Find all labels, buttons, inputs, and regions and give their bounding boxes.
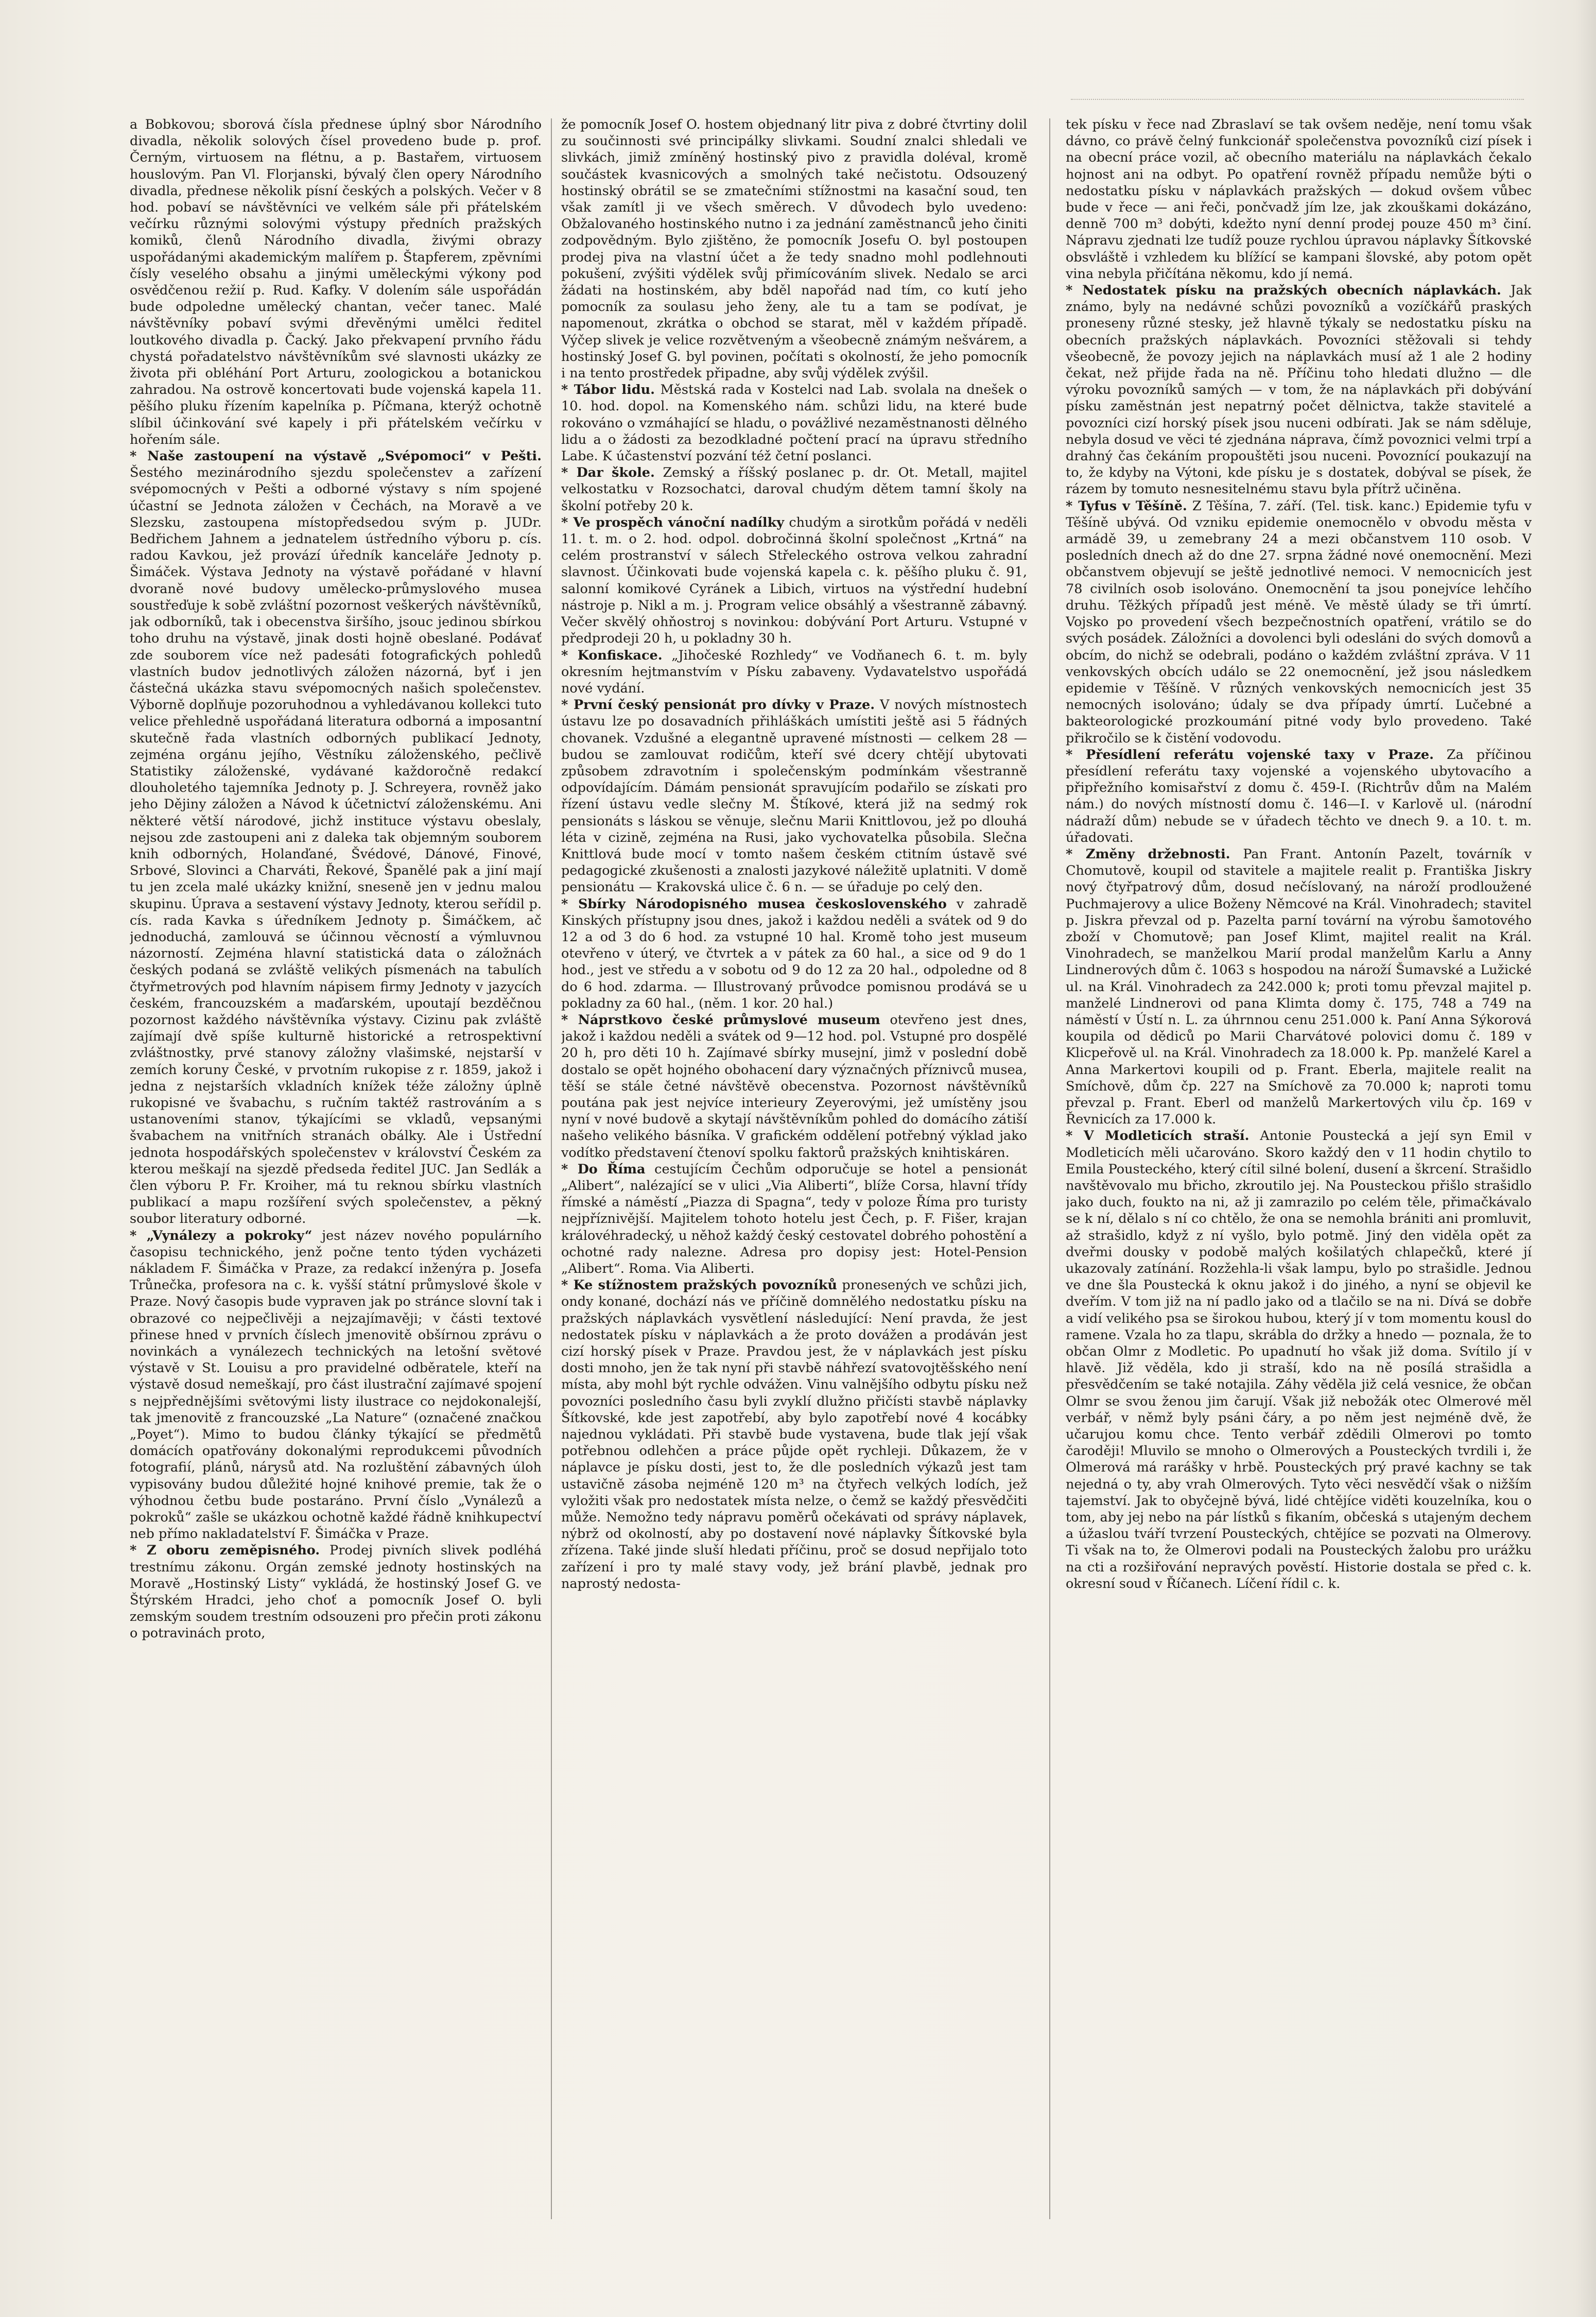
article-text: otevřeno jest dnes, jakož i každou neděli a svátek od 9—12 hod. pol. Vstupné pro dospělé 20 h, pro děti 10 h. Zajímavé sbírky musejní, jimž v poslední době dostalo se opět hojného obohacení dary význačných příznivců musea, těší se stále četné návštěvě obecenstva. Pozornost návštěvníků poutána pak jest nejvíce interieury Zeyerovými, jež umístěny jsou nyní v nové budově a skytají návštěvníkům pohled do domácího zátiší našeho velikého básníka. V grafickém oddělení potřebný výklad jako vodítko představení čtenoví spolku faktorů pražských knihtiskáren. <box>561 1012 1027 1161</box>
article-text: jest název nového populárního časopisu technického, jenž počne tento týden vycházeti nákladem F. Šimáčka v Praze, za redakcí inženýra p. Josefa Trůnečka, profesora na c. k. vyšší státní průmyslové škole v Praze. Nový časopis bude vypraven jak po stránce slovní tak i obrazové co nejpečlivěji a nejzajímavěji; v části textové přinese hned v prvních číslech jmenovitě obšírnou zprávu o novinkách a vynálezech technických na letošní světové výstavě v St. Louisu a pro pravidelné odběratele, kteří na výstavě dosud nemeškají, pro část ilustrační zajímavé spojení s nejpřednějšími světovými listy ilustrace co nejdokonalejší, tak jmenovitě z francouzské „La Nature“ (označené značkou „Poyet“). Mimo to budou články týkající se předmětů domácích opatřovány dokonalými reprodukcemi původních fotografií, plánů, nárysů atd. Na rozluštění zábavných úloh vypisovány budou důležité hojné knihové premie, tak že o výhodnou četbu bude postaráno. První číslo „Vynálezů a pokroků“ zašle se ukázkou ochotně každé řádně knihkupectví neb přímo nakladatelství F. Šimáčka v Praze. <box>130 1227 542 1542</box>
article-text: V nových místnostech ústavu lze po dosavadních přihláškách umístiti ještě asi 5 řádných chovanek. Vzdušné a elegantně upravené místnosti — celkem 28 — budou se zamlouvat rodičům, kteří své dcery chtějí ubytovati způsobem zdravotním i společenským podmínkám všestranně odpovídajícím. Dámám pensionát spravujícím podařilo se získati pro řízení ústavu vedle slečny M. Štíkové, která již na sedmý rok pensionáts s láskou se věnuje, slečnu Marii Knittlovou, jež po dlouhá léta v cizině, zejména na Rusi, jako vychovatelka působila. Slečna Knittlová bude mocí v tomto našem českém ctitním ústavě své pedagogické zkušenosti a znalosti jazykové náležitě uplatniti. V domě pensionátu — Krakovská ulice č. 6 n. — se úřaduje po celý den. <box>561 697 1027 895</box>
page-edge-shadow <box>1575 0 1596 2317</box>
article-text: v zahradě Kinských přístupny jsou dnes, jakož i každou neděli a svátek od 9 do 12 a od 3 do 6 hod. za vstupné 10 hal. Kromě toho jest museum otevřeno v úterý, ve čtvrtek a v pátek za 60 hal., a sice od 9 do 1 hod., jest ve středu a v sobotu od 9 do 12 za 20 hal., odpoledne od 8 do 6 hod. zdarma. — Illustrovaný průvodce pomisnou prodává se u pokladny za 60 hal., (něm. 1 kor. 20 hal.) <box>561 896 1027 1011</box>
article-text: Za příčinou přesídlení referátu taxy vojenské a vojenského ubytovacího a připřežního komisařství z domu č. 459-I. (Richtrův dům na Malém nám.) do nových místností domu č. 146—I. v Karlově ul. (národní nádraží dům) nebude se v úřadech těchto ve dnech 9. a 10. t. m. úřadovati. <box>1066 747 1532 845</box>
article-paragraph <box>561 896 1027 1012</box>
article-headline: * Přesídlení referátu vojenské taxy v Praze. <box>1066 747 1434 763</box>
article-text: Z Těšína, 7. září. (Tel. tisk. kanc.) Epidemie tyfu v Těšíně ubývá. Od vzniku epidemie onemocnělo v obvodu města v armádě 39, u zemebrany 24 a mezi občanstvem 110 osob. V posledních dnech až do dne 27. srpna žádné nové onemocnění. Mezi občanstvem objevují se ještě jednotlivé nemoci. V nemocnicích jest 78 civilních osob isolováno. Onemocnění ta jsou ponejvíce lehčího druhu. Těžkých případů jest méně. Ve městě úlady se tři úmrtí. Vojsko po provedení všech bezpečnostních opatření, vrátilo se do svých posádek. Záložníci a dovolenci byli odesláni do svých domovů a obcím, do nichž se odebrali, podáno o každém zvláštní zpráva. V 11 venkovských obcích událo se 22 onemocnění, jež jsou následkem epidemie v Těšíně. V různých venkovských nemocnicích jest 35 nemocných isolováno; údaly se dva případy úmrtí. Lučebné a bakteorologické prozkoumání pitné vody bylo provedeno. Také přikročilo se k čistění vodovodu. <box>1066 498 1532 746</box>
article-headline: * Ke stížnostem pražských povozníků <box>561 1277 837 1293</box>
article-paragraph <box>561 697 1027 895</box>
article-headline: * Změny držebnosti. <box>1066 846 1230 862</box>
article-paragraph <box>561 1012 1027 1161</box>
article-text: „Jihočeské Rozhledy“ ve Vodňanech 6. t. m. byly okresním hejtmanstvím v Písku zabaveny. Vydavatelstvo uspořádá nové vydání. <box>561 647 1027 696</box>
article-headline: * „Vynálezy a pokroky“ <box>130 1227 313 1243</box>
column-divider <box>1049 118 1050 2219</box>
article-text: Antonie Poustecká a její syn Emil v Modleticích měli učarováno. Skoro každý den v 11 hodin chytilo to Emila Pousteckého, který cítil silné bolení, dusení a škrcení. Strašidlo navštěvovalo mu břicho, zkroutilo jej. Na Pousteckou přišlo strašidlo jako duch, foukto na ni, až ji zamrazilo po celém těle, přimačkávalo se k ní, dělalo s ní co chtělo, že ona se nemohla brániti ani promluvit, až strašidlo, když z ní vyšlo, bylo potmě. Jiný den viděla opět za dveřmi dousky v podobě malých košilatých chlapečků, které jí ukazovaly zatínání. Rozžehla-li však lampu, bylo po strašidle. Jednou ve dne šla Poustecká k oknu jakož i do jiného, a nyní se objevil ke dveřím. V tom již na ní padlo jako od a tlačilo se na ni. Dívá se dobře a vidí velikého psa se širokou hubou, který jí v tom momentu kousl do ramene. Vzala ho za tlapu, skrábla do držky a hnedo — poznala, že to občan Olmr z Modletic. Po upadnutí ho však již doma. Svítilo jí v hlavě. Již věděla, kdo ji straší, kdo na ně posílá strašidla a přesvědčením se také notajila. Záhy věděla již celá vesnice, že občan Olmr se svou ženou jim čarují. Však již nebožák otec Olmerové měl verbář, v němž byly psáni čáry, a po něm jest nejméně dvě, že učarujou komu chce. Tento verbář zdědili Olmerovi po tomto čaroději! Mluvilo se mnoho o Olmerových a Pousteckých tvrdili i, že Olmerová má rarášky v hrbě. Pousteckých prý pravé kachny se tak nejedná o ty, aby vrah Olmerových. Tyto věci nesvědčí však o nižším tajemství. Jak to obyčejně bývá, lidé chtějíce viděti kouzelníka, kou o tom, aby jej nebo na pár lístků s fikaním, občeská s utajeným dechem a úžaslou tváří tvrzení Pousteckých, chtějíce se pozvati na Olmerovy. Ti však na to, že Olmerovi podali na Pousteckých žalobu pro urážku na cti a rozšiřování nepravých pověstí. Historie dostala se před c. k. okresní soud v Říčanech. Líčení řídil c. k. <box>1066 1128 1532 1592</box>
article-headline: * Ve prospěch vánoční nadílky <box>561 514 785 530</box>
article-paragraph <box>1066 498 1532 747</box>
article-paragraph <box>561 647 1027 697</box>
article-text: Šestého mezinárodního sjezdu společenstev a zařízení svépomocných v Pešti a odborné výstavy s ním spojené účastní se Jednota záložen v Čechách, na Moravě a ve Slezsku, zastoupena místopředsedou svým p. JUDr. Bedřichem Jahnem a jednatelem ústředního výboru p. cís. radou Kavkou, jež provází úředník kanceláře Jednoty p. Šimáček. Výstava Jednoty na výstavě pořádané v hlavní dvoraně nové budovy umělecko-průmyslového musea soustřeďuje k sobě zvláštní pozornost veškerých návštěvníků, jak odborníků, tak i obecenstva širšího, jsouc jedinou sbírkou toho druhu na výstavě, jinak dosti hojně obeslané. Podávať zde souborem více než padesáti fotografických pohledů vlastních budov jednotlivých záložen názorná, byť i jen částečná ukázka stavu svépomocných našich společenstev. Výborně doplňuje pozoruhodnou a vyhledávanou kollekci tuto velice přehledně uspořádaná literatura odborná a imposantní skutečně řada vlastních odborných publikací Jednoty, zejména orgánu jejího, Věstníku záloženského, pečlivě Statistiky záloženské, vydávané každoročně redakcí dlouholetého tajemníka Jednoty p. J. Schreyera, rovněž jako jeho Dějiny záložen a Návod k účetnictví záloženskému. Ani některé větší národové, jichž instituce výstavu obeslaly, nejsou zde zastoupeni ani z daleka tak objemným souborem knih odborných, Holanďané, Švédové, Dánové, Finové, Srbové, Slovinci a Charváti, Řekové, Španělé pak a jiní mají tu jen zcela malé ukázky knižní, sneseně jen v jednu malou skupinu. Úprava a sestavení výstavy Jednoty, kterou seřídil p. cís. rada Kavka s úředníkem Jednoty p. Šimáčkem, ač jednoduchá, zamlouvá se účinnou věcností a výmluvnou názorností. Zejména hlavní statistická data o záložnách českých podaná se zvláště velikých písmenách na tabulích čtyřmetrových pod hlavním nápisem firmy Jednoty v jazycích českém, francouzském a maďarském, upoutají bezděčnou pozornost každého návštěvníka výstavy. Cizinu pak zvláště zajímají dvě spíše kulturně historické a retrospektivní zvláštnostky, prvé stanovy záložny vlašimské, nejstarší v zemích koruny České, v prvotním rukopise z r. 1859, jakož i jedna z nejstarších vkladních knížek téže záložny úplně rukopisné ve švabachu, s ručním taktéž rastrováním a s ustanoveními stanov, týkajícími se vkladů, vepsanými švabachem na vnitřních stranách obálky. Ale i Ústřední jednota hospodářských společenstev v království Českém za kterou meškají na sjezdě předseda ředitel JUC. Jan Sedlák a člen výboru P. Fr. Kroiher, má tu reknou sbírku vlastních publikací a mapu rozšíření svých společenstev, a pěkný soubor literatury odborné. <box>130 465 542 1227</box>
article-text: cestujícím Čechům odporučuje se hotel a pensionát „Alibert“, nalézající se v ulici „Via Aliberti“, blíže Corsa, hlavní třídy římské a náměstí „Piazza di Spagna“, tedy v poloze Říma pro turisty nejpříznivější. Majitelem tohoto hotelu jest Čech, p. F. Fišer, krajan královéhradecký, u něhož každý český cestovatel dobrého pohostění a ochotné rady nalezne. Adresa pro dopisy jest: Hotel-Pension „Alibert“. Roma. Via Aliberti. <box>561 1161 1027 1277</box>
article-headline: * Tábor lidu. <box>561 382 655 398</box>
article-headline: * Tyfus v Těšíně. <box>1066 498 1187 514</box>
article-paragraph <box>1066 747 1532 846</box>
article-headline: * Do Říma <box>561 1161 646 1177</box>
article-paragraph <box>561 382 1027 464</box>
article-headline: * Sbírky Národopisného musea československého <box>561 896 947 912</box>
article-headline: * V Modleticích straší. <box>1066 1128 1250 1144</box>
article-paragraph <box>561 1161 1027 1277</box>
article-headline: * Konfiskace. <box>561 647 663 663</box>
header-rule <box>1071 99 1524 104</box>
article-text: a Bobkovou; sborová čísla přednese úplný sbor Národního divadla, několik solových čísel provedeno bude p. prof. Černým, virtuosem na flétnu, a p. Bastařem, virtuosem houslovým. Pan Vl. Florjanski, bývalý člen opery Národního divadla, přednese několik písní českých a polských. Večer v 8 hod. pobaví se návštěvníci ve velkém sále při přátelském večírku různými solovými výstupy předních pražských komiků, členů Národního divadla, živými obrazy uspořádanými akademickým malířem p. Štapferem, zpěvními čísly veselého obsahu a jinými uměleckými výkony pod osvědčenou režií p. Rud. Kafky. V dolením sále uspořádán bude odpoledne umělecký chantan, večer tanec. Malé návštěvníky pobaví svými dřevěnými umělci ředitel loutkového divadla p. Čacký. Jako překvapení prvního řádu chystá pořadatelstvo návštěvníkům své slavnosti ukázky ze života při obléhání Port Arturu, zoologickou a botanickou zahradou. Na ostrově koncertovati bude vojenská kapela 11. pěšího pluku řízením kapelníka p. Píčmana, kterýž ochotně slíbil účinkování své kapely i při přátelském večírku v hořením sále. <box>130 117 542 447</box>
article-text: pronesených ve schůzi jich, ondy konané, dochází nás ve příčině domnělého nedostatku písku na pražských náplavkách vysvětlení následující: Není pravda, že jest nedostatek písku v náplavkách a že proto dovážen a prodáván jest cizí horský písek v Praze. Pravdou jest, že v náplavkách jest písku dosti mnoho, jen že tak nyní při stavbě náhřezí svatovojtěšského není místa, aby mohl být rychle odvážen. Vinu valnějšího odbytu písku než povozníci posledního času byli zvyklí dlužno přičísti stavbě náplavky Šítkovské, kde jest zapotřebí, aby bylo zapotřebí nové 4 kocábky najednou vykládati. Při stavbě bude vystavena, bude tlak její však potřebnou odlehčen a práce půjde opět rychleji. Důkazem, že v náplavce je písku dosti, jest to, že dle posledních výkazů jest tam ustavičně zásoba nejméně 120 m³ na čtyřech velkých lodích, jež vyložiti však pro nedostatek místa nelze, o čemž se každý přesvědčiti může. Nemožno tedy nápravu poměrů očekávati od správy náplavek, nýbrž od okolností, aby po dostavení nové náplavky Šítkovské byla zřízena. Také jinde sluší hledati příčinu, proč se dosud nepřijalo toto zařízení i pro ty malé stavy vody, jež brání plavbě, jednak pro naprostý nedosta- <box>561 1277 1027 1592</box>
article-text: Zemský a říšský poslanec p. dr. Ot. Metall, majitel velkostatku v Rozsochatci, daroval chudým dětem tamní školy na školní potřeby 20 k. <box>561 465 1027 514</box>
article-paragraph <box>561 464 1027 514</box>
article-headline: * První český pensionát pro dívky v Praze. <box>561 697 875 713</box>
article-paragraph <box>1066 282 1532 498</box>
article-headline: * Z oboru zeměpisného. <box>130 1543 320 1559</box>
article-headline: * Nedostatek písku na pražských obecních náplavkách. <box>1066 283 1501 299</box>
article-paragraph <box>130 1542 542 1641</box>
article-signature: —k. <box>516 1211 542 1227</box>
article-text: Jak známo, byly na nedávné schůzi povozníků a vozíčkářů praských proneseny různé stesky, jež hlavně týkaly se nedostatku písku na obecních pražských náplavkách. Povozníci stěžovali si tehdy všeobecně, že povozy jejich na náplavkách musí až 1 ale 2 hodiny čekat, než přijde řada na ně. Příčinu toho hledati dlužno — dle výroku povozníků samých — v tom, že na náplavkách při dobývání písku zaměstnán jest nepatrný počet dělnictva, takže stavitelé a povozníci cizí horský písek jsou nuceni odbírati. Jak se nám sděluje, nebyla dosud ve věci té zjednána náprava, čímž povoznici velmi trpí a drahný čas čekáním propouštěti jsou nuceni. Povoznící poukazují na to, že kdyby na Výtoni, kde písku je s dostatek, dobýval se písek, že rázem by tomuto nesnesitelnému stavu byla přítrž učiněna. <box>1066 283 1532 497</box>
article-text: Prodej pivních slivek podléhá trestnímu zákonu. Orgán zemské jednoty hostinských na Moravě „Hostinský Listy“ vykládá, že hostinský Josef G. ve Štýrském Hradci, jeho choť a pomocník Josef O. byli zemským soudem trestním odsouzeni pro přečin proti zákonu o potravinách proto, <box>130 1543 542 1641</box>
article-text: Pan Frant. Antonín Pazelt, továrník v Chomutově, koupil od stavitele a majitele realit p. Františka Jiskry nový čtyřpatrový dům, dosud nečíslovaný, na nároží prodloužené Puchmajerovy a ulice Boženy Němcové na Král. Vinohradech; stavitel p. Jiskra převzal od p. Pazelta parní tovární na výrobu šamotového zboží v Chomutově; pan Josef Klimt, majitel realit na Král. Vinohradech, se manželkou Marií prodal manželům Karlu a Anny Lindnerových dům č. 1063 s hospodou na nároží Šumavské a Lužické ul. na Král. Vinohradech za 242.000 k; proti tomu převzal majitel p. manželé Lindnerovi od pana Klimta domy č. 175, 748 a 749 na náměstí v Ústí n. L. za úhrnnou cenu 251.000 k. Paní Anna Sýkorová koupila od dědiců po Marii Charvátové polovici domu č. 189 v Klicpeřově ul. na Král. Vinohradech za 18.000 k. Pp. manželé Karel a Anna Markertovi koupili od p. Frant. Eberla, majitele realit na Smíchově, dům čp. 227 na Smíchově za 70.000 k; naproti tomu převzal p. Frant. Eberl od manželů Markertových vilu čp. 169 v Řevnicích za 17.000 k. <box>1066 846 1532 1128</box>
article-headline: * Naše zastoupení na výstavě „Svépomoci“ v Pešti. <box>130 448 542 464</box>
article-paragraph <box>561 514 1027 647</box>
article-text: tek písku v řece nad Zbraslaví se tak ovšem neděje, není tomu však dávno, co právě čelný funkcionář společenstva povozníků cizí písek i na obecní práce vozil, ač obecního materiálu na náplavkách čekalo hojnost ani na odbyt. Po opatření rovněž případu nemůže býti o nedostatku písku v náplavkách pražských — dokud ovšem vůbec bude v řece — ani řeči, pončvadž jím lze, jak zkouškami dokázáno, denně 700 m³ dobýti, kdežto nyní denní prodej pouze 450 m³ činí. Nápravu zjednati lze tudíž pouze rychlou úpravou náplavky Šítkovské obsvláště i vzhledem ku blížící se kampani šlovské, aby potom opět vina nebyla přičítána někomu, kdo jí nemá. <box>1066 117 1532 282</box>
article-paragraph <box>561 1277 1027 1592</box>
column-divider <box>551 118 552 2219</box>
column-3 <box>1066 116 1532 2279</box>
article-text: že pomocník Josef O. hostem objednaný litr piva z dobré čtvrtiny dolil zu součinnosti své principálky slivkami. Soudní znalci shledali ve slivkách, jimiž zmíněný hostinský pivo z pravidla doléval, kromě součástek kvasnicových a smolných také nečistotu. Odsouzený hostinský obrátil se se zmatečními stížnostmi na kasační soud, ten však zamítl ji ve všech směrech. V důvodech bylo uvedeno: Obžalovaného hostinského nutno i za jednání zaměstnanců jeho činiti zodpovědným. Bylo zjištěno, že pomocník Josefu O. byl postoupen prodej piva na vlastní účet a že tedy snadno mohl podlehnouti pokušení, zvýšiti výdělek svůj přimícováním slivek. Nedalo se arci žádati na hostinském, aby bděl napořád nad tím, co kutí jeho pomocník za soulasu jeho ženy, ale tu a tam se podívat, je napomenout, zkrátka o obchod se starat, měl v každém případě. Výčep slivek je velice rozvětveným a všeobecně známým nešvárem, a hostinský Josef G. byl povinen, počítati s okolností, že jeho pomocník i na tento prostředek připadne, aby svůj výdělek zvýšil. <box>561 117 1027 382</box>
article-paragraph <box>130 448 542 1227</box>
article-text: Městská rada v Kostelci nad Lab. svolala na dnešek o 10. hod. dopol. na Komenského nám. schůzi lidu, na které bude rokováno o vzmáhající se hladu, o povážlivé nezaměstnanosti dělného lidu a o žádosti za bezodkladné počtení prací na úpravu středního Labe. K účastenství pozvání též četní poslanci. <box>561 382 1027 464</box>
column-2 <box>561 116 1027 2279</box>
article-text: chudým a sirotkům pořádá v neděli 11. t. m. o 2. hod. odpol. dobročinná školní společnost „Krtná“ na celém prostranství v sálech Střeleckého ostrova velkou zahradní slavnost. Účinkovati bude vojenská kapela c. k. pěšího pluku č. 91, salonní komikové Cyránek a Libich, virtuos na výstřední hudební nástroje p. Nikl a m. j. Program velice obsáhlý a všestranně zábavný. Večer skvělý ohňostroj s novinkou: dobývání Port Arturu. Vstupné v předprodeji 20 h, u pokladny 30 h. <box>561 514 1027 647</box>
article-paragraph <box>1066 1128 1532 1592</box>
article-paragraph <box>1066 846 1532 1128</box>
article-headline: * Náprstkovo české průmyslové museum <box>561 1012 880 1028</box>
article-paragraph <box>130 1227 542 1543</box>
column-1 <box>130 116 542 2279</box>
article-headline: * Dar škole. <box>561 465 655 481</box>
